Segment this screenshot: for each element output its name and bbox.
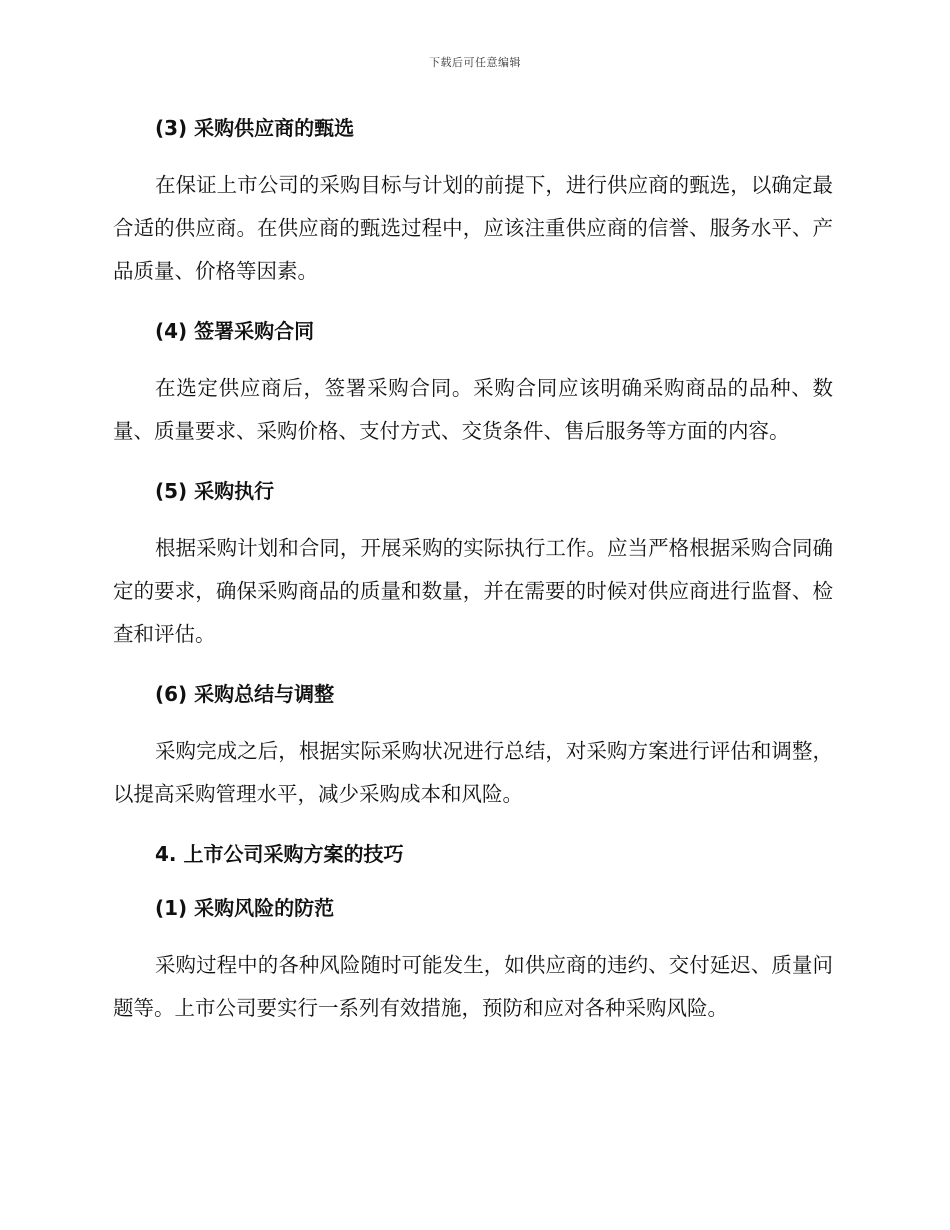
section-paragraph-4: 在选定供应商后，签署采购合同。采购合同应该明确采购商品的品种、数量、质量要求、采购价格、支付方式、交货条件、售后服务等方面的内容。 (113, 376, 833, 443)
section-paragraph-3: 在保证上市公司的采购目标与计划的前提下，进行供应商的甄选，以确定最合适的供应商。在供应商的甄选过程中，应该注重供应商的信誉、服务水平、产品质量、价格等因素。 (113, 173, 833, 283)
section-heading-3: (3) 采购供应商的甄选 (155, 116, 355, 140)
section-heading-4: (4) 签署采购合同 (155, 319, 315, 343)
section-paragraph-5: 根据采购计划和合同，开展采购的实际执行工作。应当严格根据采购合同确定的要求，确保采购商品的质量和数量，并在需要的时候对供应商进行监督、检查和评估。 (113, 536, 833, 646)
section-heading-5: (5) 采购执行 (155, 479, 275, 503)
section-paragraph-6: 采购完成之后，根据实际采购状况进行总结，对采购方案进行评估和调整，以提高采购管理水平，减少采购成本和风险。 (113, 739, 833, 806)
chapter-heading-4: 4. 上市公司采购方案的技巧 (155, 842, 404, 866)
section-heading-6: (6) 采购总结与调整 (155, 682, 335, 706)
section-paragraph-1: 采购过程中的各种风险随时可能发生，如供应商的违约、交付延迟、质量问题等。上市公司要实行一系列有效措施，预防和应对各种采购风险。 (113, 953, 833, 1020)
section-heading-1: (1) 采购风险的防范 (155, 896, 335, 920)
header-note: 下载后可任意编辑 (429, 56, 521, 69)
document-body (113, 110, 833, 1050)
